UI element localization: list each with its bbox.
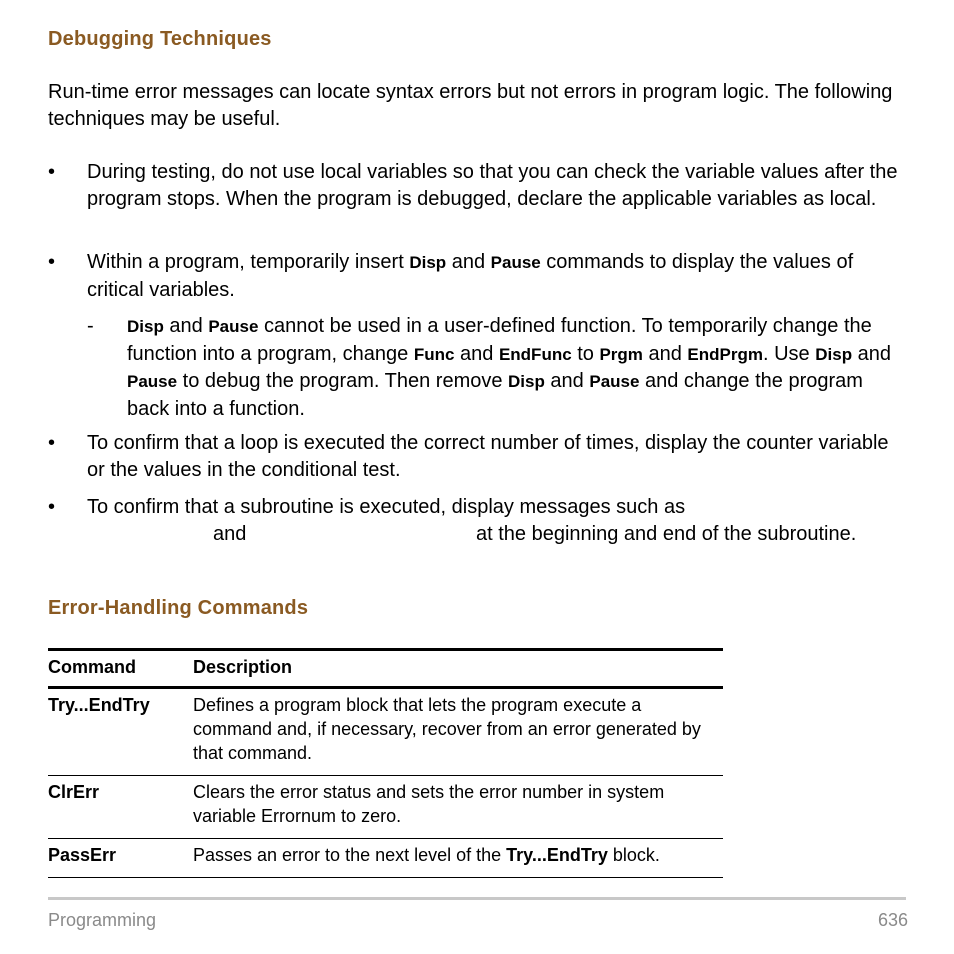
description-cell <box>193 839 723 878</box>
heading-error-handling-commands: Error-Handling Commands <box>48 597 309 619</box>
text-run: to <box>571 342 600 365</box>
table-row <box>48 839 723 878</box>
error-commands-table <box>48 648 723 878</box>
keyword-func: Func <box>413 344 455 364</box>
heading-debugging-techniques: Debugging Techniques <box>48 28 272 50</box>
keyword-pause: Pause <box>127 372 178 391</box>
text-run: cannot be used in a user-defined function. To temporarily change the function into a program, change <box>127 315 872 365</box>
command-cell: Try...EndTry <box>48 695 150 715</box>
keyword-pause: Pause <box>208 317 259 336</box>
text-run: Passes an error to the next level of the <box>193 845 507 865</box>
text-run: and <box>852 342 892 365</box>
bullet-marker: • <box>48 432 56 454</box>
keyword-try-endtry: Try...EndTry <box>506 845 608 865</box>
text-run: Within a program, temporarily insert <box>87 251 410 273</box>
keyword-prgm: Prgm <box>599 344 643 364</box>
text-run: block. <box>607 845 660 865</box>
intro-paragraph: Run-time error messages can locate syntax errors but not errors in program logic. The following techniques may be useful. <box>48 81 893 130</box>
text-run: to debug the program. Then remove <box>177 370 509 392</box>
subroutine-tail-text: at the beginning and end of the subroutine. <box>476 523 857 545</box>
text-run: and <box>163 315 209 337</box>
command-cell: PassErr <box>48 845 117 865</box>
table-row <box>48 776 723 839</box>
keyword-endprgm: EndPrgm <box>687 344 763 364</box>
column-header-command: Command <box>48 657 137 677</box>
text-run: commands to display the values of critical variables. <box>87 251 854 301</box>
footer-rule <box>48 897 906 900</box>
footer-page-number: 636 <box>877 910 908 930</box>
command-cell: ClrErr <box>48 782 100 802</box>
subitem-user-defined-function <box>127 313 902 422</box>
column-header-description: Description <box>193 657 293 677</box>
keyword-disp: Disp <box>127 317 164 336</box>
keyword-pause: Pause <box>490 253 541 272</box>
bullet-marker: • <box>48 161 56 183</box>
text-run: and <box>544 370 590 392</box>
bullet-local-variables: During testing, do not use local variables so that you can check the variable values after the program stops. When the program is debugged, declare the applicable variables as local. <box>87 161 898 210</box>
bullet-subroutine-messages: To confirm that a subroutine is executed, display messages such as <box>87 496 686 518</box>
keyword-disp: Disp <box>508 372 545 391</box>
keyword-pause: Pause <box>589 372 640 391</box>
description-cell: Defines a program block that lets the program execute a command and, if necessary, recover from an error generated by that command. <box>193 695 701 763</box>
keyword-disp: Disp <box>815 344 853 364</box>
table-row <box>48 688 723 776</box>
bullet-insert-disp-pause <box>87 249 902 303</box>
table-header-row <box>48 650 723 688</box>
description-cell: Clears the error status and sets the error number in system variable Errornum to zero. <box>193 782 665 826</box>
text-run: . Use <box>762 342 816 365</box>
keyword-disp: Disp <box>409 253 447 272</box>
keyword-endfunc: EndFunc <box>498 344 572 364</box>
text-run: and <box>642 342 688 365</box>
text-run: and change the program back into a function. <box>127 370 863 420</box>
bullet-marker: • <box>48 251 56 273</box>
footer-section-name: Programming <box>48 910 157 930</box>
dash-marker: - <box>87 315 94 337</box>
text-run: and <box>446 251 491 273</box>
text-run: and <box>454 342 499 365</box>
bullet-marker: • <box>48 496 56 518</box>
subroutine-and-word: and <box>213 523 247 545</box>
bullet-loop-counter: To confirm that a loop is executed the correct number of times, display the counter variable or the values in the conditional test. <box>87 432 889 481</box>
